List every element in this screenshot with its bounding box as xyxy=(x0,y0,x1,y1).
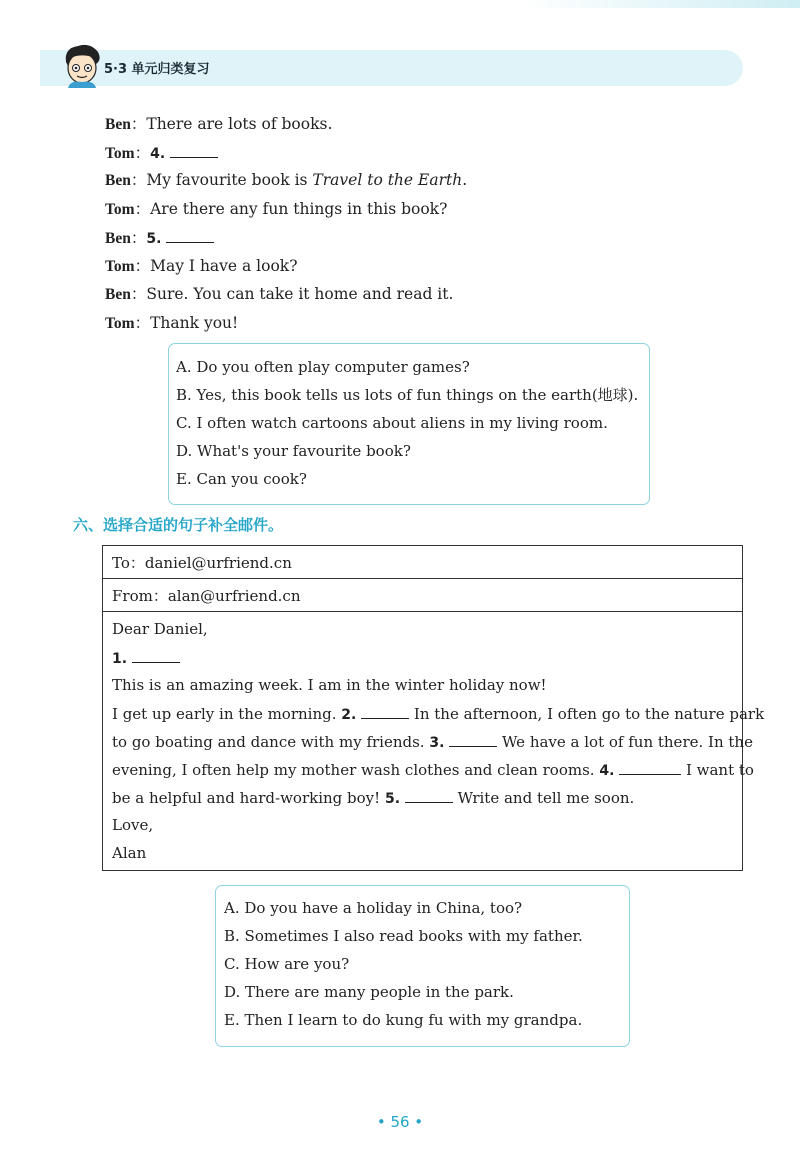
speaker-separator: ： xyxy=(134,144,151,162)
dialogue-line xyxy=(105,313,238,334)
dialogue-line xyxy=(105,114,332,135)
option-1d: D. What's your favourite book? xyxy=(176,442,411,460)
email-text: We have a lot of fun there. In the xyxy=(501,733,753,751)
option-1c: C. I often watch cartoons about aliens in my living room. xyxy=(176,414,608,432)
dialogue-line xyxy=(105,284,453,305)
option-2d: D. There are many people in the park. xyxy=(224,983,514,1001)
email-text: In the afternoon, I often go to the nature park xyxy=(413,705,765,723)
speaker-name: Ben xyxy=(105,286,131,303)
answer-blank[interactable] xyxy=(405,787,453,803)
email-text: Write and tell me soon. xyxy=(457,789,635,807)
top-shade xyxy=(520,0,800,8)
blank-number: 2. xyxy=(341,707,357,723)
dialogue-text: My favourite book is xyxy=(146,171,313,189)
speaker-separator: ： xyxy=(134,314,151,332)
email-line-1 xyxy=(112,703,765,725)
email-holiday-line: This is an amazing week. I am in the winter holiday now! xyxy=(112,676,547,694)
blank-number: 5. xyxy=(146,231,162,247)
email-to-row xyxy=(103,546,742,579)
speaker-name: Ben xyxy=(105,116,131,133)
page-number: • 56 • xyxy=(376,1113,424,1131)
option-2b: B. Sometimes I also read books with my father. xyxy=(224,927,583,945)
email-text: be a helpful and hard-working boy! xyxy=(112,789,381,807)
answer-blank[interactable] xyxy=(361,703,409,719)
speaker-name: Tom xyxy=(105,258,135,275)
email-greeting: Dear Daniel, xyxy=(112,620,208,638)
mascot-icon xyxy=(60,42,104,88)
book-title: Travel to the Earth xyxy=(312,171,463,189)
answer-blank[interactable] xyxy=(619,759,681,775)
dialogue-text-end: . xyxy=(462,171,468,189)
email-box xyxy=(102,545,765,871)
speaker-separator: ： xyxy=(130,115,147,133)
speaker-separator: ： xyxy=(134,257,151,275)
email-closing: Love, xyxy=(112,816,154,834)
blank-number: 1. xyxy=(112,651,128,667)
email-line-4 xyxy=(112,787,634,809)
dialogue-text: There are lots of books. xyxy=(146,115,333,133)
speaker-name: Ben xyxy=(105,230,131,247)
answer-blank[interactable] xyxy=(449,731,497,747)
email-blank-1-line xyxy=(112,647,180,669)
speaker-separator: ： xyxy=(130,171,147,189)
email-from: From：alan@urfriend.cn xyxy=(112,587,301,605)
email-signature: Alan xyxy=(112,844,147,862)
dialogue-text: Are there any fun things in this book? xyxy=(150,200,448,218)
dialogue-line xyxy=(105,256,298,277)
dialogue-text: Sure. You can take it home and read it. xyxy=(146,285,454,303)
dialogue-text: May I have a look? xyxy=(150,257,298,275)
blank-number: 3. xyxy=(429,735,445,751)
email-text: I get up early in the morning. xyxy=(112,705,337,723)
option-1b: B. Yes, this book tells us lots of fun things on the earth(地球). xyxy=(176,386,639,404)
answer-blank[interactable] xyxy=(132,647,180,663)
speaker-separator: ： xyxy=(130,229,147,247)
email-text: I want to xyxy=(685,761,754,779)
speaker-name: Tom xyxy=(105,201,135,218)
speaker-name: Tom xyxy=(105,315,135,332)
speaker-separator: ： xyxy=(130,285,147,303)
speaker-name: Tom xyxy=(105,145,135,162)
dialogue-line xyxy=(105,199,447,220)
blank-number: 4. xyxy=(599,763,615,779)
email-line-3 xyxy=(112,759,754,781)
section-6-title: 六、选择合适的句子补全邮件。 xyxy=(73,516,284,534)
email-from-row xyxy=(103,579,742,612)
speaker-separator: ： xyxy=(134,200,151,218)
option-1e: E. Can you cook? xyxy=(176,470,307,488)
dialogue-line xyxy=(105,227,214,249)
blank-number: 5. xyxy=(384,791,401,807)
email-text: to go boating and dance with my friends. xyxy=(112,733,425,751)
email-line-2 xyxy=(112,731,753,753)
option-2a: A. Do you have a holiday in China, too? xyxy=(224,899,523,917)
answer-blank[interactable] xyxy=(166,227,214,243)
answer-blank[interactable] xyxy=(170,142,218,158)
email-to: To：daniel@urfriend.cn xyxy=(112,554,292,572)
email-text: evening, I often help my mother wash clothes and clean rooms. xyxy=(112,761,595,779)
blank-number: 4. xyxy=(150,146,166,162)
dialogue-line xyxy=(105,142,218,164)
option-1a: A. Do you often play computer games? xyxy=(176,358,470,376)
option-2e: E. Then I learn to do kung fu with my grandpa. xyxy=(224,1011,583,1029)
dialogue-text: Thank you! xyxy=(150,314,239,332)
dialogue-line xyxy=(105,170,467,191)
header-title: 5·3 单元归类复习 xyxy=(104,62,210,77)
speaker-name: Ben xyxy=(105,172,131,189)
option-2c: C. How are you? xyxy=(224,955,350,973)
